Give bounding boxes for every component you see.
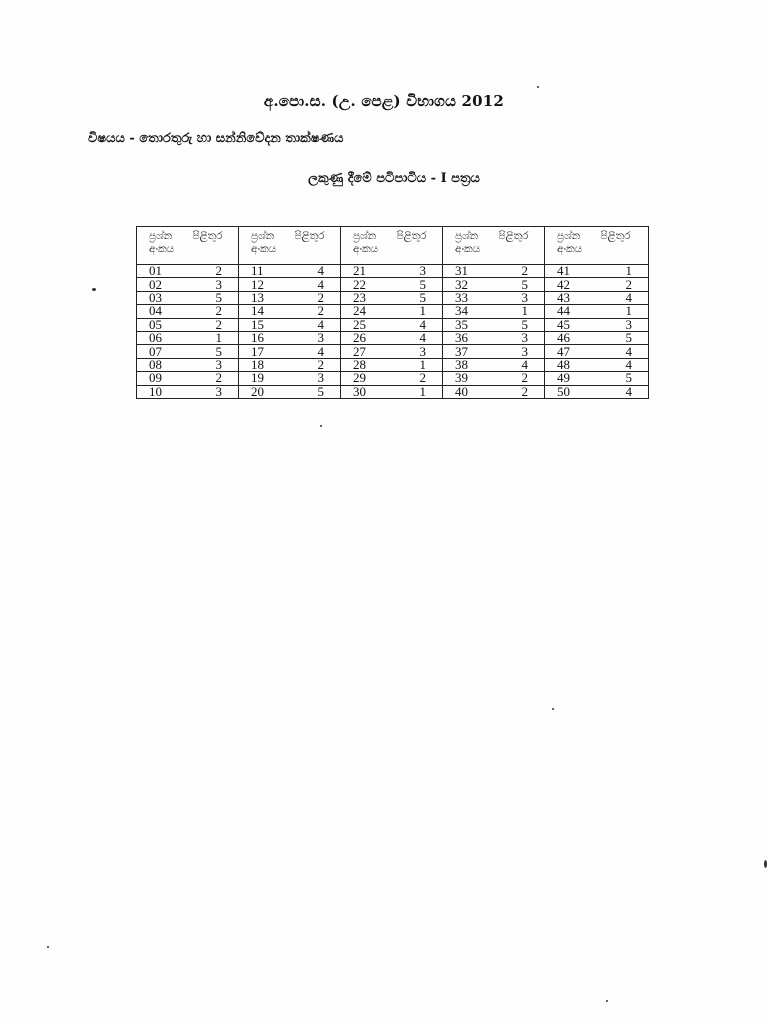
- scheme-title: ලකුණු දීමේ පටිපාටිය - I පත්‍රය: [308, 171, 480, 186]
- answer-cell: 2: [193, 372, 239, 385]
- header-number-label: අංකය: [455, 244, 481, 255]
- answer-cell: 4: [295, 278, 341, 291]
- question-number-cell: 25: [341, 318, 397, 331]
- answer-cell: 4: [295, 265, 341, 278]
- question-number-cell: 08: [137, 358, 193, 371]
- question-number-cell: 03: [137, 291, 193, 304]
- question-number-cell: 39: [443, 372, 499, 385]
- question-number-cell: 21: [341, 265, 397, 278]
- question-number-cell: 48: [545, 358, 601, 371]
- answer-cell: 2: [295, 358, 341, 371]
- answer-cell: 5: [397, 278, 443, 291]
- answer-cell: 4: [295, 318, 341, 331]
- header-number-label: අංකය: [353, 244, 379, 255]
- answer-cell: 3: [193, 358, 239, 371]
- question-number-cell: 15: [239, 318, 295, 331]
- answer-cell: 3: [397, 265, 443, 278]
- answer-cell: 4: [601, 358, 649, 371]
- header-question-cell: [239, 227, 295, 265]
- scan-speck: [92, 288, 96, 291]
- question-number-cell: 23: [341, 291, 397, 304]
- answer-cell: 5: [193, 345, 239, 358]
- answer-cell: 3: [193, 385, 239, 398]
- question-number-cell: 41: [545, 265, 601, 278]
- question-number-cell: 40: [443, 385, 499, 398]
- answer-cell: 2: [295, 291, 341, 304]
- answer-cell: 3: [499, 331, 545, 344]
- question-number-cell: 33: [443, 291, 499, 304]
- answer-cell: 2: [499, 385, 545, 398]
- header-number-label: අංකය: [557, 244, 583, 255]
- question-number-cell: 19: [239, 372, 295, 385]
- answer-cell: 4: [397, 318, 443, 331]
- header-question-cell: [341, 227, 397, 265]
- answer-cell: 2: [499, 265, 545, 278]
- answer-cell: 3: [295, 372, 341, 385]
- question-number-cell: 13: [239, 291, 295, 304]
- answer-cell: 1: [397, 385, 443, 398]
- answer-cell: 5: [397, 291, 443, 304]
- question-number-cell: 10: [137, 385, 193, 398]
- question-number-cell: 32: [443, 278, 499, 291]
- question-number-cell: 46: [545, 331, 601, 344]
- question-number-cell: 14: [239, 305, 295, 318]
- question-number-cell: 17: [239, 345, 295, 358]
- question-number-cell: 37: [443, 345, 499, 358]
- answer-cell: 4: [295, 345, 341, 358]
- header-number-label: අංකය: [251, 244, 277, 255]
- header-answer-cell: [193, 227, 239, 265]
- answer-cell: 2: [295, 305, 341, 318]
- question-number-cell: 35: [443, 318, 499, 331]
- table-row: [137, 265, 649, 278]
- answer-cell: 1: [499, 305, 545, 318]
- header-answer-cell: [397, 227, 443, 265]
- question-number-cell: 29: [341, 372, 397, 385]
- scan-speck: [764, 860, 767, 868]
- table-row: [137, 372, 649, 385]
- answer-cell: 4: [397, 331, 443, 344]
- question-number-cell: 16: [239, 331, 295, 344]
- answer-cell: 1: [193, 331, 239, 344]
- table-row: [137, 278, 649, 291]
- question-number-cell: 27: [341, 345, 397, 358]
- question-number-cell: 01: [137, 265, 193, 278]
- answer-cell: 3: [499, 345, 545, 358]
- answer-cell: 2: [601, 278, 649, 291]
- scan-speck: [606, 1000, 608, 1002]
- question-number-cell: 05: [137, 318, 193, 331]
- header-answer-cell: [601, 227, 649, 265]
- answer-cell: 5: [601, 331, 649, 344]
- scan-speck: [552, 708, 554, 710]
- question-number-cell: 30: [341, 385, 397, 398]
- header-answer-label: පිළිතුර: [294, 231, 325, 242]
- question-number-cell: 28: [341, 358, 397, 371]
- scan-speck: [47, 946, 49, 948]
- answer-cell: 3: [499, 291, 545, 304]
- question-number-cell: 22: [341, 278, 397, 291]
- answer-cell: 3: [601, 318, 649, 331]
- header-question-label: ප්‍රශ්න: [455, 231, 479, 242]
- header-number-label: අංකය: [149, 244, 175, 255]
- question-number-cell: 34: [443, 305, 499, 318]
- question-number-cell: 20: [239, 385, 295, 398]
- question-number-cell: 36: [443, 331, 499, 344]
- question-number-cell: 07: [137, 345, 193, 358]
- question-number-cell: 09: [137, 372, 193, 385]
- header-question-label: ප්‍රශ්න: [353, 231, 377, 242]
- table-header-row: [137, 227, 649, 265]
- answer-cell: 5: [499, 278, 545, 291]
- question-number-cell: 11: [239, 265, 295, 278]
- header-question-cell: [443, 227, 499, 265]
- header-answer-label: පිළිතුර: [192, 231, 223, 242]
- answer-cell: 5: [601, 372, 649, 385]
- scan-speck: [320, 425, 322, 427]
- question-number-cell: 49: [545, 372, 601, 385]
- table-row: [137, 305, 649, 318]
- answer-cell: 2: [499, 372, 545, 385]
- header-answer-label: පිළිතුර: [396, 231, 427, 242]
- question-number-cell: 02: [137, 278, 193, 291]
- question-number-cell: 47: [545, 345, 601, 358]
- answer-cell: 3: [397, 345, 443, 358]
- answer-cell: 3: [193, 278, 239, 291]
- answer-cell: 5: [193, 291, 239, 304]
- scan-speck: [537, 86, 539, 88]
- question-number-cell: 12: [239, 278, 295, 291]
- question-number-cell: 18: [239, 358, 295, 371]
- table-row: [137, 385, 649, 398]
- answer-cell: 1: [601, 265, 649, 278]
- header-answer-cell: [295, 227, 341, 265]
- header-question-label: ප්‍රශ්න: [251, 231, 275, 242]
- answer-cell: 4: [601, 345, 649, 358]
- table-row: [137, 345, 649, 358]
- table-row: [137, 318, 649, 331]
- subject-line: විෂයය - තොරතුරු හා සන්නිවේදන තාක්ෂණය: [88, 131, 344, 146]
- question-number-cell: 44: [545, 305, 601, 318]
- answer-cell: 3: [295, 331, 341, 344]
- answer-cell: 4: [499, 358, 545, 371]
- header-answer-cell: [499, 227, 545, 265]
- answer-cell: 1: [397, 305, 443, 318]
- table-row: [137, 358, 649, 371]
- answer-cell: 1: [397, 358, 443, 371]
- question-number-cell: 42: [545, 278, 601, 291]
- question-number-cell: 43: [545, 291, 601, 304]
- answer-cell: 4: [601, 385, 649, 398]
- question-number-cell: 45: [545, 318, 601, 331]
- answer-cell: 2: [193, 265, 239, 278]
- header-answer-label: පිළිතුර: [600, 231, 631, 242]
- question-number-cell: 50: [545, 385, 601, 398]
- answer-cell: 4: [601, 291, 649, 304]
- answer-table: [136, 226, 649, 399]
- answer-cell: 2: [397, 372, 443, 385]
- table-row: [137, 331, 649, 344]
- question-number-cell: 04: [137, 305, 193, 318]
- header-question-cell: [545, 227, 601, 265]
- answer-cell: 1: [601, 305, 649, 318]
- table-row: [137, 291, 649, 304]
- question-number-cell: 38: [443, 358, 499, 371]
- question-number-cell: 06: [137, 331, 193, 344]
- page-title: අ.පො.ස. (උ. පෙළ) විභාගය 2012: [263, 92, 505, 110]
- header-answer-label: පිළිතුර: [498, 231, 529, 242]
- header-question-label: ප්‍රශ්න: [557, 231, 581, 242]
- question-number-cell: 26: [341, 331, 397, 344]
- answer-table-body: [137, 227, 649, 399]
- answer-cell: 2: [193, 305, 239, 318]
- question-number-cell: 31: [443, 265, 499, 278]
- answer-cell: 5: [499, 318, 545, 331]
- question-number-cell: 24: [341, 305, 397, 318]
- header-question-label: ප්‍රශ්න: [149, 231, 173, 242]
- answer-cell: 5: [295, 385, 341, 398]
- answer-cell: 2: [193, 318, 239, 331]
- header-question-cell: [137, 227, 193, 265]
